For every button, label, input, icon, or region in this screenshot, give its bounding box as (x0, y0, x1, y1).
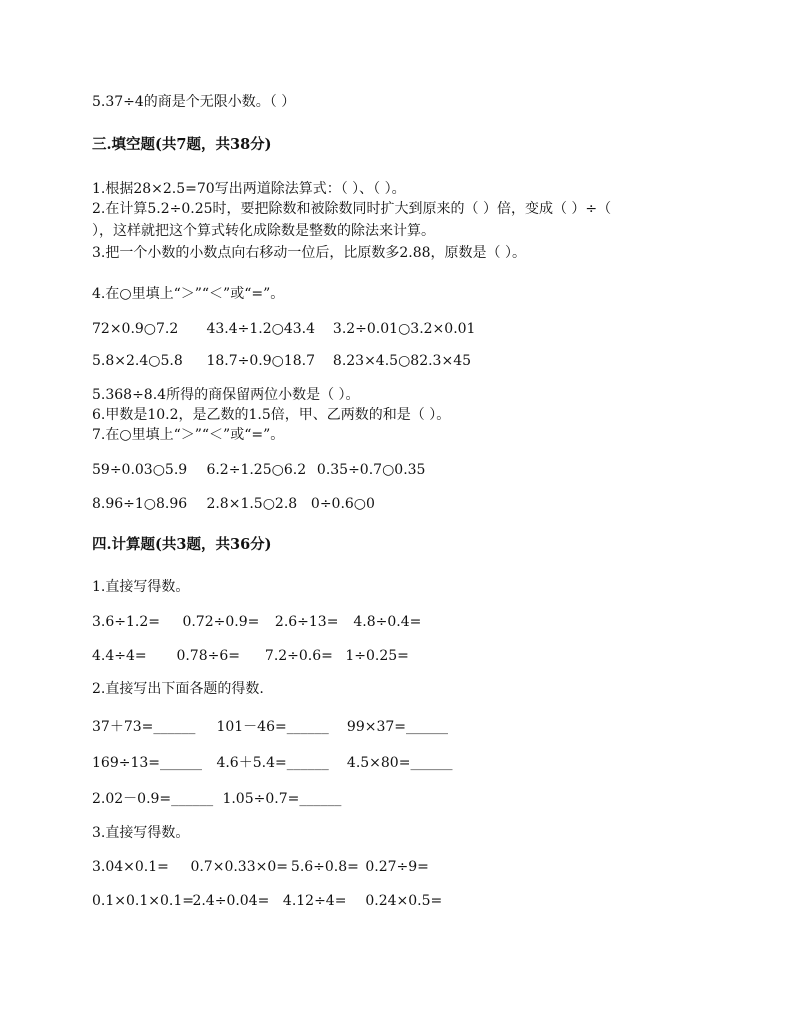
calc-item: 101－46=______ (216, 719, 329, 735)
calc-row (92, 647, 409, 665)
compare-row (92, 352, 471, 370)
compare-item: 5.8×2.4○5.8 (92, 353, 183, 369)
compare-row (92, 495, 375, 513)
compare-item: 72×0.9○7.2 (92, 321, 179, 337)
calc-item: 1.05÷0.7=______ (222, 791, 342, 807)
calc-item: 2.4÷0.04= (192, 893, 270, 909)
calc-item: 0.78÷6= (176, 648, 240, 664)
calc-question-3: 3.直接写得数。 (92, 825, 190, 841)
calc-item: 0.27÷9= (365, 859, 429, 875)
calc-item: 0.24×0.5= (365, 893, 443, 909)
calc-item: 7.2÷0.6= (264, 648, 333, 664)
calc-item: 3.04×0.1= (92, 859, 169, 875)
fill-question-5: 5.368÷8.4所得的商保留两位小数是（ ）。 (92, 387, 360, 403)
calc-item: 37＋73=______ (92, 719, 196, 735)
fill-question-4: 4.在○里填上“＞”“＜”或“=”。 (92, 286, 285, 302)
true-false-item: 5.37÷4的商是个无限小数。（ ） (92, 94, 296, 110)
calc-row (92, 754, 452, 772)
calc-row (92, 718, 448, 736)
calc-row (92, 613, 421, 631)
compare-item: 8.23×4.5○82.3×45 (332, 353, 472, 369)
calc-row (92, 892, 442, 910)
section-4-heading: 四.计算题(共3题，共36分) (92, 536, 272, 553)
fill-question-2-line-1: 2.在计算5.2÷0.25时，要把除数和被除数同时扩大到原来的（ ）倍，变成（ ）÷（ (92, 201, 612, 217)
calc-item: 4.8÷0.4= (353, 614, 422, 630)
calc-item: 4.4÷4= (92, 648, 147, 664)
calc-item: 4.5×80=______ (346, 755, 453, 771)
calc-item: 2.02－0.9=______ (92, 791, 214, 807)
calc-item: 3.6÷1.2= (92, 614, 160, 630)
compare-item: 8.96÷1○8.96 (92, 496, 188, 512)
fill-question-1: 1.根据28×2.5=70写出两道除法算式：（ ）、（ ）。 (92, 181, 406, 197)
fill-question-3: 3.把一个小数的小数点向右移动一位后，比原数多2.88，原数是（ ）。 (92, 245, 526, 261)
calc-item: 1÷0.25= (345, 648, 409, 664)
compare-item: 2.8×1.5○2.8 (206, 496, 298, 512)
compare-item: 0÷0.6○0 (310, 496, 375, 512)
calc-question-2: 2.直接写出下面各题的得数. (92, 681, 264, 697)
calc-item: 4.12÷4= (282, 893, 347, 909)
calc-item: 99×37=______ (346, 719, 448, 735)
compare-item: 18.7÷0.9○18.7 (206, 353, 316, 369)
fill-question-6: 6.甲数是10.2，是乙数的1.5倍，甲、乙两数的和是（ ）。 (92, 407, 451, 423)
compare-item: 0.35÷0.7○0.35 (316, 462, 426, 478)
compare-item: 3.2÷0.01○3.2×0.01 (332, 321, 476, 337)
section-3-heading: 三.填空题(共7题，共38分) (92, 136, 272, 153)
calc-question-1: 1.直接写得数。 (92, 579, 190, 595)
calc-row (92, 790, 341, 808)
calc-item: 0.1×0.1×0.1= (92, 893, 194, 909)
calc-item: 2.6÷13= (274, 614, 339, 630)
fill-question-7: 7.在○里填上“＞”“＜”或“=”。 (92, 427, 285, 443)
calc-row (92, 858, 429, 876)
compare-row (92, 320, 475, 338)
calc-item: 4.6＋5.4=______ (216, 755, 329, 771)
compare-item: 59÷0.03○5.9 (92, 462, 188, 478)
compare-item: 43.4÷1.2○43.4 (206, 321, 316, 337)
calc-item: 0.72÷0.9= (182, 614, 260, 630)
fill-question-2-line-2: ），这样就把这个算式转化成除数是整数的除法来计算。 (92, 223, 435, 239)
compare-item: 6.2÷1.25○6.2 (206, 462, 307, 478)
compare-row (92, 461, 425, 479)
calc-item: 5.6÷0.8= (290, 859, 359, 875)
calc-item: 169÷13=______ (92, 755, 202, 771)
calc-item: 0.7×0.33×0= (190, 859, 288, 875)
